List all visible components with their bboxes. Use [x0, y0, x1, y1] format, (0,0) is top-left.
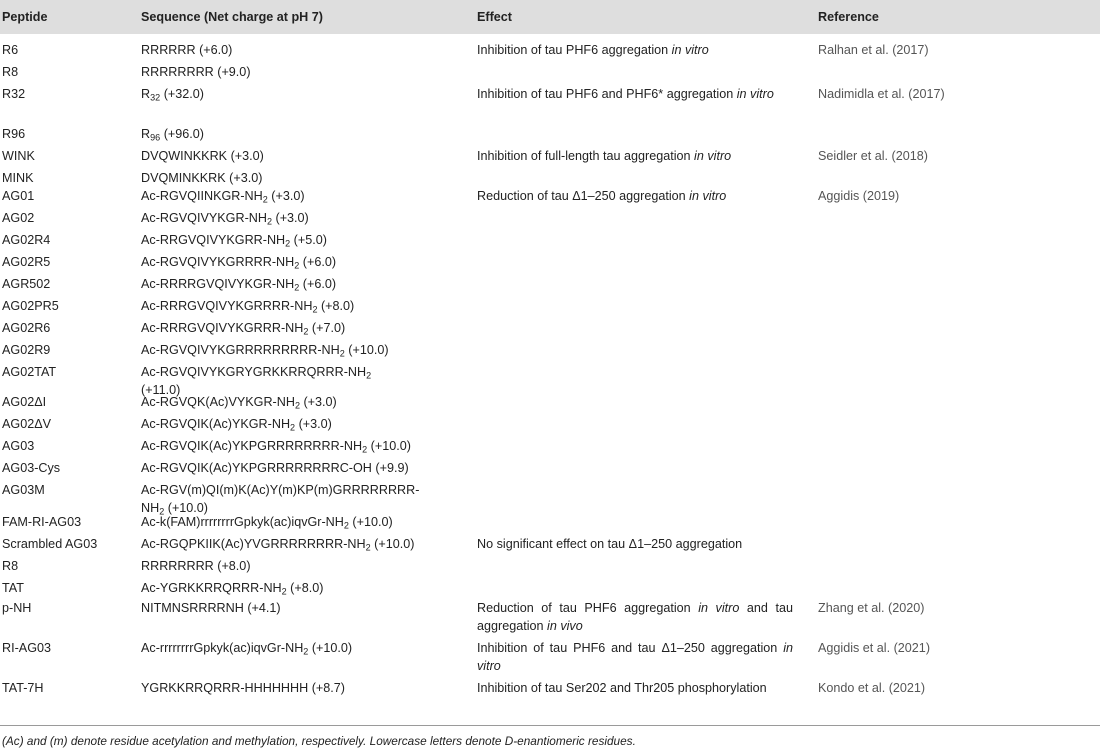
sequence-text: Ac-k(FAM)rrrrrrrrGpkyk(ac)iqvGr-NH	[141, 515, 344, 529]
sequence-text: RRRRRRRR (+9.0)	[141, 65, 251, 79]
sequence-text: Ac-RGVQIVYKGRRRRRRRRR-NH	[141, 343, 340, 357]
sequence-charge: (+6.0)	[299, 277, 337, 291]
effect-italic-text: in vitro	[671, 43, 709, 57]
sequence-subscript: 2	[294, 400, 300, 411]
sequence-subscript: 2	[262, 194, 268, 205]
sequence-cell	[141, 231, 471, 249]
peptide-cell: AG02	[2, 211, 35, 225]
reference-cell: Aggidis et al. (2021)	[818, 641, 931, 655]
sequence-cell	[141, 437, 471, 455]
peptide-cell: WINK	[2, 149, 35, 163]
sequence-text: DVQMINKKRK (+3.0)	[141, 171, 263, 185]
sequence-text: Ac-RGVQIINKGR-NH	[141, 189, 263, 203]
peptide-cell: AG02ΔI	[2, 395, 47, 409]
reference-cell: Zhang et al. (2020)	[818, 601, 925, 615]
effect-text: No significant effect on tau Δ1–250 aggregation	[477, 537, 743, 551]
peptide-cell: AG02TAT	[2, 365, 57, 379]
sequence-cell	[141, 393, 471, 411]
sequence-cell	[141, 209, 471, 227]
sequence-charge: (+5.0)	[290, 233, 327, 247]
sequence-charge: (+10.0)	[308, 641, 353, 655]
sequence-charge: (+3.0)	[272, 211, 309, 225]
sequence-cell	[141, 41, 471, 59]
sequence-cell	[141, 557, 471, 575]
sequence-text: Ac-RGVQK(Ac)VYKGR-NH	[141, 395, 295, 409]
sequence-cell	[141, 275, 471, 293]
reference-cell: Kondo et al. (2021)	[818, 681, 926, 695]
header-reference: Reference	[818, 10, 879, 24]
sequence-charge: (+7.0)	[308, 321, 346, 335]
sequence-charge: (+32.0)	[160, 87, 204, 101]
sequence-charge: (+8.0)	[317, 299, 355, 313]
sequence-subscript: 2	[303, 326, 309, 337]
table-footnote: (Ac) and (m) denote residue acetylation and methylation, respectively. Lowercase letters denote D-enantiomeric residues.	[2, 734, 636, 748]
sequence-subscript: 2	[281, 586, 287, 597]
sequence-charge: (+96.0)	[160, 127, 204, 141]
sequence-charge: (+10.0)	[164, 501, 209, 515]
sequence-text: RRRRRRRR (+8.0)	[141, 559, 251, 573]
sequence-subscript: 2	[285, 238, 291, 249]
effect-cell	[477, 599, 793, 635]
peptide-cell: p-NH	[2, 601, 32, 615]
sequence-cell	[141, 319, 471, 337]
sequence-text: Ac-RGV(m)QI(m)K(Ac)Y(m)KP(m)GRRRRRRRR-	[141, 483, 420, 497]
sequence-subscript: 2	[266, 216, 272, 227]
sequence-text: NITMNSRRRRNH (+4.1)	[141, 601, 281, 615]
peptide-cell: AG03	[2, 439, 35, 453]
header-peptide: Peptide	[2, 10, 48, 24]
sequence-cell	[141, 599, 471, 617]
peptide-cell: AG03M	[2, 483, 45, 497]
effect-text: Inhibition of tau PHF6 and tau Δ1–250 aggregation	[477, 641, 784, 655]
peptide-cell: Scrambled AG03	[2, 537, 98, 551]
sequence-charge: (+10.0)	[367, 439, 411, 453]
effect-italic-text: in vitro	[689, 189, 727, 203]
sequence-charge: (+10.0)	[344, 343, 389, 357]
header-effect: Effect	[477, 10, 512, 24]
peptide-cell: AG01	[2, 189, 35, 203]
peptide-cell: R8	[2, 65, 19, 79]
sequence-text: Ac-YGRKKRRQRRR-NH	[141, 581, 282, 595]
sequence-subscript: 32	[150, 92, 161, 103]
sequence-cell	[141, 125, 471, 143]
sequence-cell	[141, 147, 471, 165]
peptide-cell: R96	[2, 127, 26, 141]
sequence-text: R	[141, 127, 151, 141]
sequence-charge: (+3.0)	[299, 395, 337, 409]
sequence-subscript: 96	[150, 132, 161, 143]
sequence-cell	[141, 415, 471, 433]
effect-text: Reduction of tau PHF6 aggregation	[477, 601, 699, 615]
sequence-subscript: 2	[159, 506, 165, 517]
peptide-cell: TAT-7H	[2, 681, 44, 695]
sequence-cell	[141, 63, 471, 81]
sequence-charge: (+6.0)	[299, 255, 337, 269]
sequence-subscript: 2	[303, 646, 309, 657]
effect-italic-text: in vitro	[736, 87, 774, 101]
effect-cell	[477, 679, 793, 697]
sequence-subscript: 2	[312, 304, 318, 315]
reference-cell: Seidler et al. (2018)	[818, 149, 928, 163]
peptide-cell: AGR502	[2, 277, 51, 291]
effect-italic-text: in vitro	[694, 149, 732, 163]
sequence-text: Ac-RRRGVQIVYKGRRRR-NH	[141, 299, 313, 313]
sequence-text: Ac-rrrrrrrrGpkyk(ac)iqvGr-NH	[141, 641, 304, 655]
sequence-cell	[141, 297, 471, 315]
effect-text: Reduction of tau Δ1–250 aggregation	[477, 189, 690, 203]
reference-cell: Nadimidla et al. (2017)	[818, 87, 945, 101]
sequence-subscript: 2	[290, 422, 296, 433]
sequence-cell	[141, 579, 471, 597]
peptide-cell: AG02R4	[2, 233, 51, 247]
sequence-cell	[141, 481, 471, 517]
table-header	[0, 0, 1100, 34]
sequence-text: Ac-RRRRGVQIVYKGR-NH	[141, 277, 295, 291]
sequence-subscript: 2	[294, 260, 300, 271]
sequence-text: DVQWINKKRK (+3.0)	[141, 149, 264, 163]
table-bottom-rule	[0, 725, 1100, 726]
sequence-text: NH	[141, 501, 160, 515]
effect-cell	[477, 41, 793, 59]
sequence-cell	[141, 341, 471, 359]
sequence-text: Ac-RGVQIK(Ac)YKPGRRRRRRRRC-OH (+9.9)	[141, 461, 409, 475]
peptide-cell: R8	[2, 559, 19, 573]
peptide-cell: R32	[2, 87, 26, 101]
header-sequence: Sequence (Net charge at pH 7)	[141, 10, 323, 24]
sequence-charge: (+3.0)	[267, 189, 305, 203]
peptide-cell: AG02PR5	[2, 299, 59, 313]
peptide-cell: TAT	[2, 581, 24, 595]
sequence-text: R	[141, 87, 151, 101]
sequence-subscript: 2	[362, 444, 368, 455]
peptide-cell: AG02R5	[2, 255, 51, 269]
reference-cell: Aggidis (2019)	[818, 189, 900, 203]
sequence-subscript: 2	[343, 520, 349, 531]
peptide-cell: AG02R9	[2, 343, 51, 357]
sequence-cell	[141, 679, 471, 697]
sequence-text: Ac-RGVQIK(Ac)YKGR-NH	[141, 417, 291, 431]
sequence-cell	[141, 513, 471, 531]
peptide-cell: FAM-RI-AG03	[2, 515, 82, 529]
peptide-cell: MINK	[2, 171, 34, 185]
effect-text: and tau aggregation	[477, 601, 793, 633]
sequence-cell	[141, 459, 471, 477]
sequence-charge: (+10.0)	[370, 537, 415, 551]
peptide-cell: AG02ΔV	[2, 417, 52, 431]
sequence-subscript: 2	[339, 348, 345, 359]
sequence-subscript: 2	[365, 542, 371, 553]
sequence-subscript: 2	[294, 282, 300, 293]
peptide-cell: AG02R6	[2, 321, 51, 335]
effect-text: Inhibition of tau PHF6 aggregation	[477, 43, 672, 57]
sequence-text: Ac-RRRGVQIVYKGRRR-NH	[141, 321, 304, 335]
sequence-cell	[141, 85, 471, 103]
effect-text: Inhibition of tau Ser202 and Thr205 phosphorylation	[477, 681, 767, 695]
effect-italic-text: in vivo	[547, 619, 583, 633]
sequence-charge: (+11.0)	[141, 383, 181, 397]
peptide-cell: AG03-Cys	[2, 461, 61, 475]
effect-cell	[477, 85, 793, 103]
effect-cell	[477, 147, 793, 165]
sequence-text: Ac-RGVQIVYKGR-NH	[141, 211, 267, 225]
reference-cell: Ralhan et al. (2017)	[818, 43, 929, 57]
sequence-charge: (+8.0)	[286, 581, 324, 595]
sequence-text: Ac-RRGVQIVYKGRR-NH	[141, 233, 286, 247]
sequence-text: Ac-RGVQIVYKGRYGRKKRRQRRR-NH	[141, 365, 367, 379]
effect-cell	[477, 535, 793, 553]
sequence-charge: (+3.0)	[295, 417, 332, 431]
peptide-cell: R6	[2, 43, 19, 57]
sequence-cell	[141, 535, 471, 553]
effect-text: Inhibition of tau PHF6 and PHF6* aggregation	[477, 87, 737, 101]
sequence-text: Ac-RGQPKIIK(Ac)YVGRRRRRRRR-NH	[141, 537, 366, 551]
sequence-cell	[141, 187, 471, 205]
sequence-cell	[141, 169, 471, 187]
sequence-text: Ac-RGVQIK(Ac)YKPGRRRRRRRR-NH	[141, 439, 363, 453]
peptide-cell: RI-AG03	[2, 641, 51, 655]
sequence-text: Ac-RGVQIVYKGRRRR-NH	[141, 255, 295, 269]
sequence-text: YGRKKRRQRRR-HHHHHHH (+8.7)	[141, 681, 345, 695]
effect-italic-text: in vitro	[698, 601, 740, 615]
effect-cell	[477, 187, 793, 205]
effect-italic-text: in vitro	[477, 641, 793, 673]
sequence-cell	[141, 253, 471, 271]
sequence-charge: (+10.0)	[348, 515, 393, 529]
effect-cell	[477, 639, 793, 675]
sequence-text: RRRRRR (+6.0)	[141, 43, 233, 57]
sequence-cell	[141, 639, 471, 657]
sequence-subscript: 2	[366, 370, 372, 381]
effect-text: Inhibition of full-length tau aggregation	[477, 149, 695, 163]
